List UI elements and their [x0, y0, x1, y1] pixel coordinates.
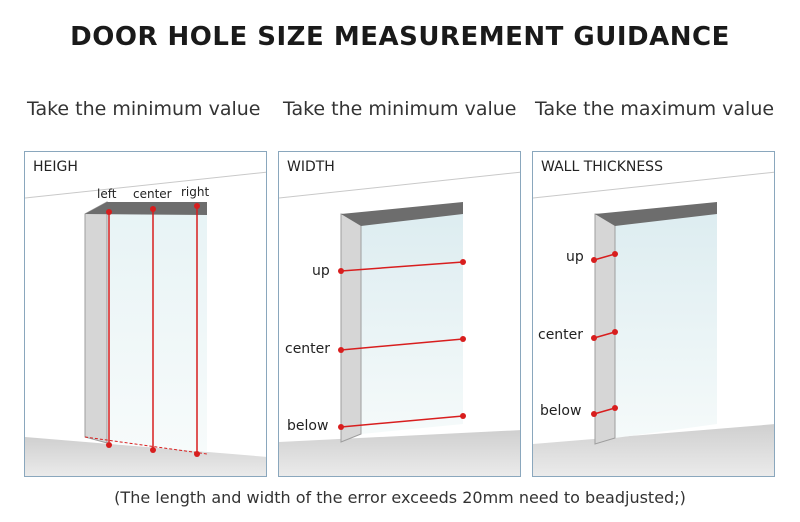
panel-wall-thickness: [532, 151, 775, 477]
label-up: up: [312, 263, 330, 279]
measure-point: [338, 268, 344, 274]
measure-point: [612, 251, 618, 257]
wall-thickness-diagram: [533, 152, 775, 477]
caption-wall-thickness: Take the maximum value: [535, 98, 775, 120]
measure-point: [460, 259, 466, 265]
floor: [279, 430, 521, 477]
label-up: up: [566, 249, 584, 265]
label-right: right: [181, 185, 210, 199]
caption-width: Take the minimum value: [283, 98, 517, 120]
door-opening: [361, 204, 463, 434]
label-below: below: [540, 403, 582, 419]
panel-title-wall-thickness: WALL THICKNESS: [541, 159, 663, 175]
door-opening: [107, 202, 207, 452]
ceiling-line: [279, 172, 521, 198]
measure-point: [338, 424, 344, 430]
measure-point: [591, 257, 597, 263]
measure-point: [150, 447, 156, 453]
measure-point: [460, 413, 466, 419]
measure-point: [106, 209, 112, 215]
panel-width: [278, 151, 521, 477]
door-opening: [615, 204, 717, 438]
measure-point: [194, 451, 200, 457]
footer-note: (The length and width of the error exceeds 20mm need to beadjusted;): [114, 488, 686, 507]
measure-point: [612, 329, 618, 335]
door-side-wall: [85, 202, 107, 443]
label-center: center: [285, 341, 331, 357]
measure-point: [591, 411, 597, 417]
caption-height: Take the minimum value: [27, 98, 261, 120]
panel-height: [24, 151, 267, 477]
page-title: DOOR HOLE SIZE MEASUREMENT GUIDANCE: [70, 22, 730, 52]
measure-point: [460, 336, 466, 342]
measure-point: [106, 442, 112, 448]
measure-point: [612, 405, 618, 411]
door-side-wall: [341, 214, 361, 442]
measure-point: [338, 347, 344, 353]
label-left: left: [97, 187, 117, 201]
measure-point: [150, 206, 156, 212]
measure-point: [194, 203, 200, 209]
label-center: center: [133, 187, 172, 201]
measure-point: [591, 335, 597, 341]
panel-title-height: HEIGH: [33, 159, 78, 175]
label-center: center: [538, 327, 584, 343]
label-below: below: [287, 418, 329, 434]
ceiling-line: [533, 172, 775, 198]
panel-title-width: WIDTH: [287, 159, 335, 175]
